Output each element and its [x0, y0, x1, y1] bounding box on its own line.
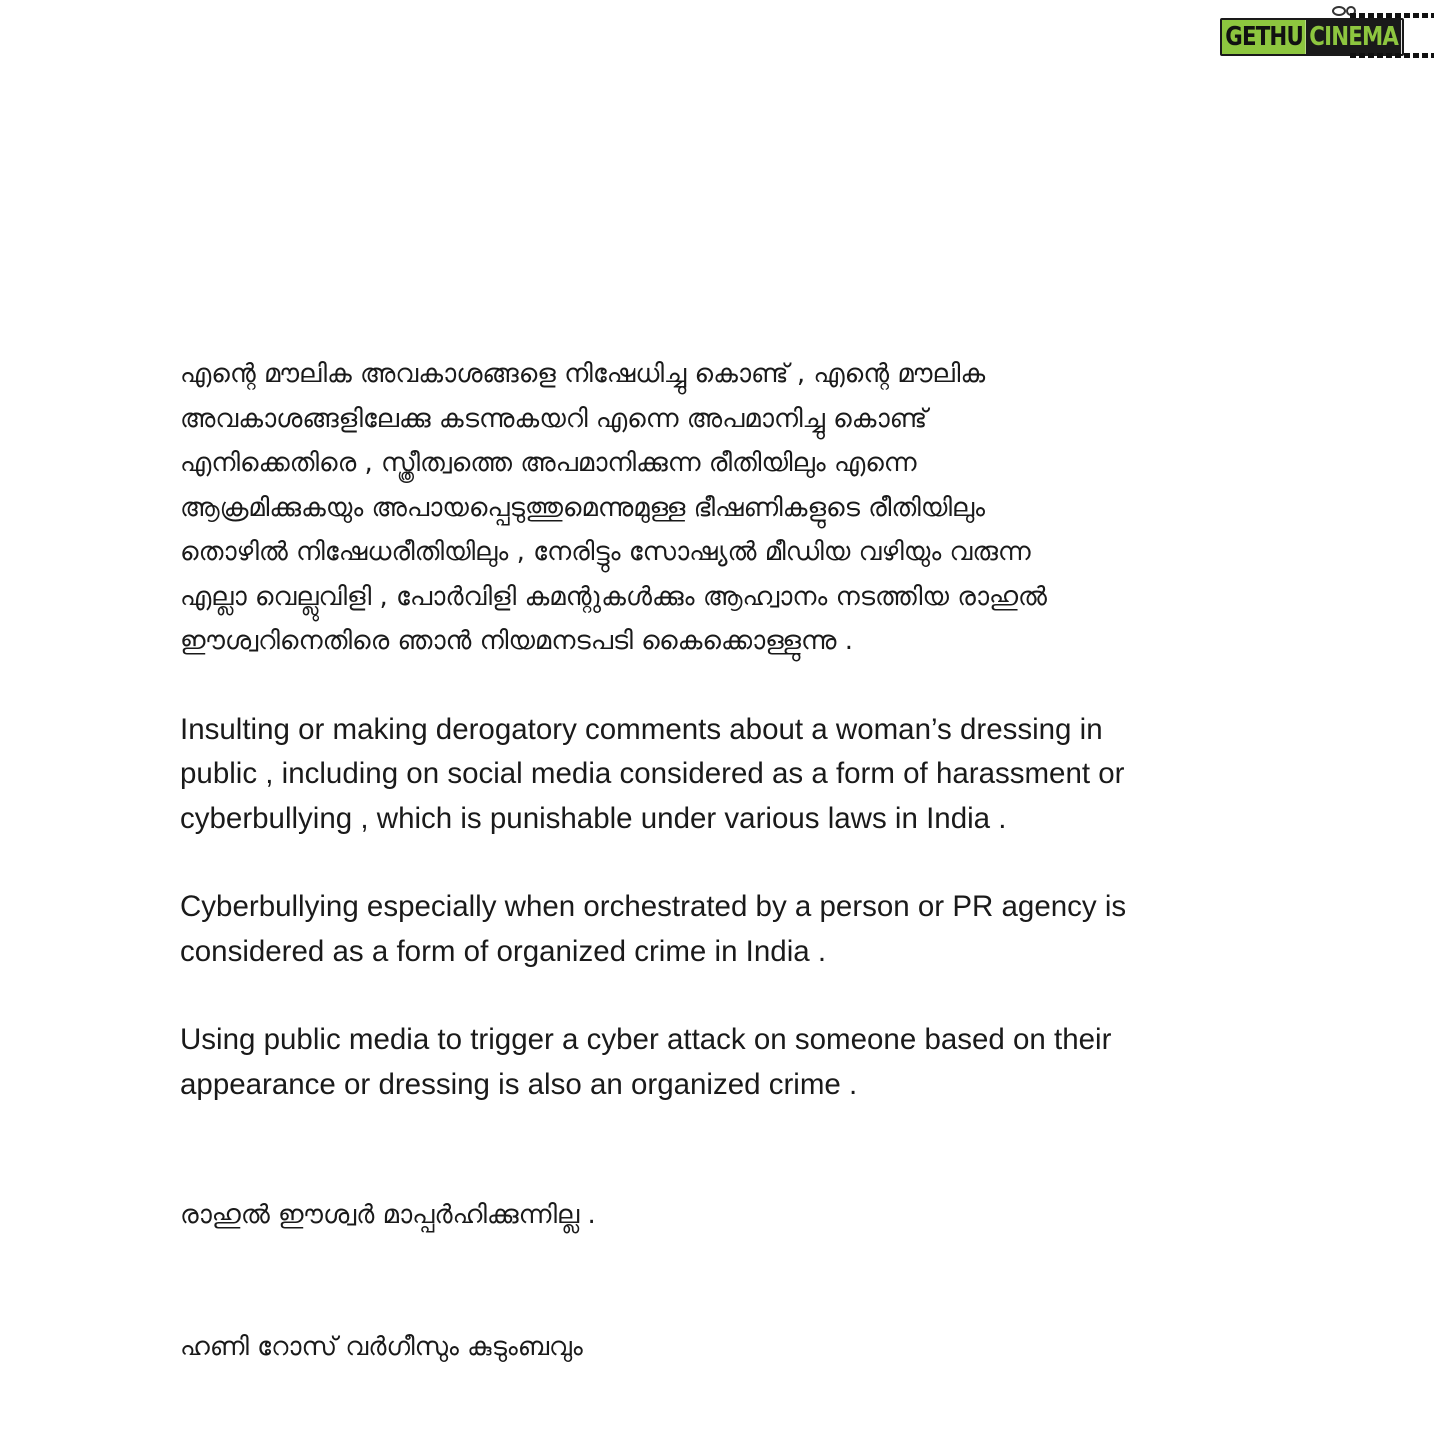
- logo-text-cinema: CINEMA: [1306, 20, 1401, 54]
- text-line: ആക്രമിക്കുകയും അപായപ്പെടുത്തുമെന്നുമുള്ള ഭീഷണികളുടെ രീതിയിലും: [180, 492, 986, 523]
- closing-statement: രാഹുൽ ഈശ്വർ മാപ്പർഹിക്കുന്നില്ല .: [180, 1200, 596, 1230]
- text-line: എല്ലാ വെല്ലുവിളി , പോർവിളി കമന്റുകൾക്കും ആഹ്വാനം നടത്തിയ രാഹുൽ: [180, 581, 1048, 612]
- logo-text-gethu: GETHU: [1222, 20, 1305, 54]
- gethu-cinema-logo: [1220, 6, 1434, 58]
- malayalam-paragraph: [180, 352, 1260, 664]
- english-paragraph-cyberbullying: [180, 885, 1260, 974]
- text-line: considered as a form of organized crime in India .: [180, 934, 827, 968]
- text-line: എന്റെ മൗലിക അവകാശങ്ങളെ നിഷേധിച്ചു കൊണ്ട് , എന്റെ മൗലിക: [180, 359, 986, 389]
- text-line: cyberbullying , which is punishable under various laws in India .: [180, 801, 1007, 835]
- film-strip-perforation: [1350, 53, 1434, 58]
- signature: ഹണി റോസ് വർഗീസും കുടുംബവും: [180, 1332, 583, 1362]
- english-paragraph-public-media: [180, 1018, 1260, 1107]
- text-line: തൊഴിൽ നിഷേധരീതിയിലും , നേരിട്ടും സോഷ്യൽ മീഡിയ വഴിയും വരുന്ന: [180, 537, 1031, 567]
- text-line: അവകാശങ്ങളിലേക്കു കടന്നുകയറി എന്നെ അപമാനിച്ചു കൊണ്ട്: [180, 403, 928, 434]
- text-line: public , including on social media considered as a form of harassment or: [180, 757, 1125, 790]
- text-line: Using public media to trigger a cyber attack on someone based on their: [180, 1023, 1112, 1056]
- logo-wordmark: [1220, 18, 1404, 56]
- text-line: ഈശ്വറിനെതിരെ ഞാൻ നിയമനടപടി കൈക്കൊള്ളുന്നു .: [180, 626, 853, 656]
- text-line: appearance or dressing is also an organized crime .: [180, 1067, 858, 1101]
- english-paragraph-harassment: [180, 708, 1260, 842]
- text-line: Cyberbullying especially when orchestrated by a person or PR agency is: [180, 890, 1127, 923]
- text-line: Insulting or making derogatory comments about a woman’s dressing in: [180, 712, 1103, 746]
- statement-body: [180, 352, 1260, 1107]
- text-line: എനിക്കെതിരെ , സ്ത്രീത്വത്തെ അപമാനിക്കുന്ന രീതിയിലും എന്നെ: [180, 448, 917, 478]
- film-reel-icon: [1332, 6, 1346, 16]
